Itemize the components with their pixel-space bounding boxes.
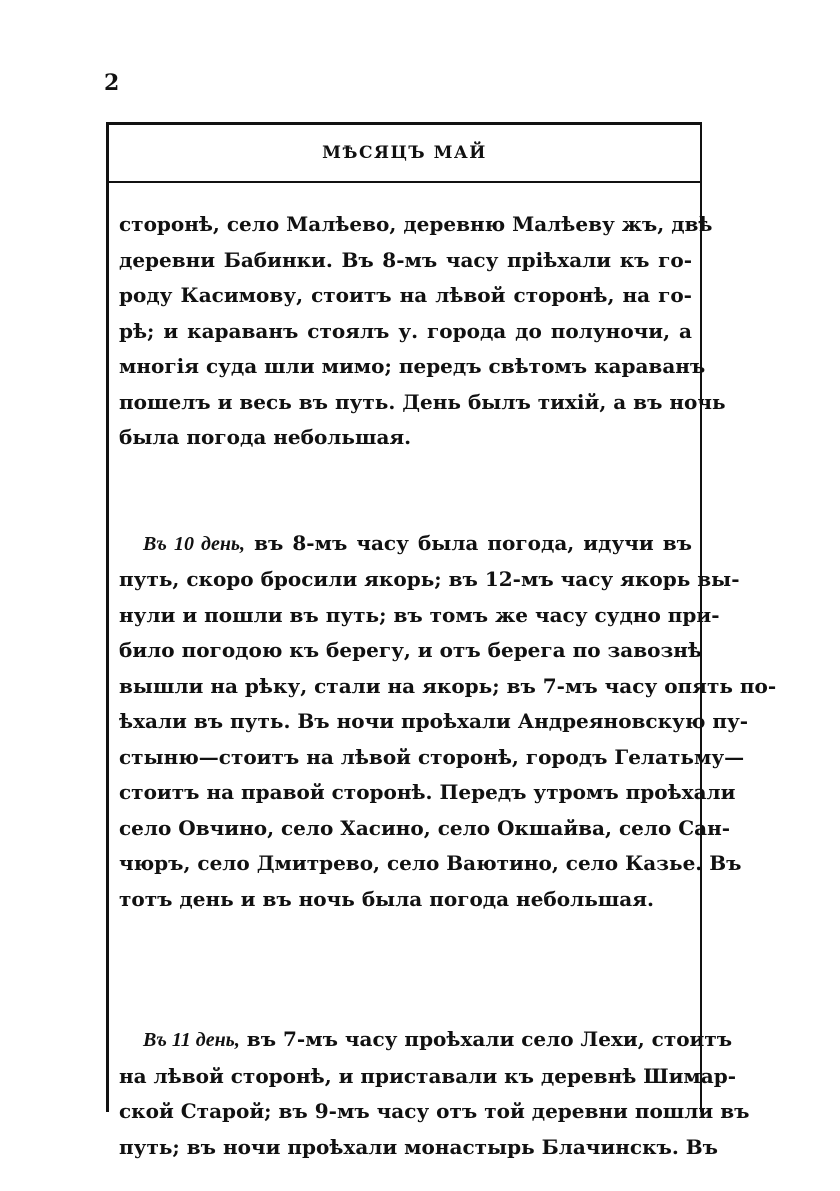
entry-date-lead: Въ 10 день,	[143, 532, 246, 555]
text-line: село Овчино, село Хасино, село Окшайва, село Сан-	[119, 815, 731, 840]
running-header	[109, 125, 700, 183]
paragraph-2	[119, 526, 777, 918]
text-line: сторонѣ, село Малѣево, деревню Малѣеву жъ, двѣ	[119, 212, 713, 236]
text-line: рѣ; и караванъ стоялъ у. города до полуночи, а	[119, 318, 692, 343]
text-line	[119, 526, 692, 563]
text-line: на лѣвой сторонѣ, и приставали къ деревнѣ Шимар-	[119, 1063, 737, 1088]
running-header-title: МѢСЯЦЪ МАЙ	[322, 142, 487, 163]
paragraph-3	[119, 1022, 750, 1165]
text-line: роду Касимову, стоитъ на лѣвой сторонѣ, на го-	[119, 283, 692, 307]
text-line: деревни Бабинки. Въ 8-мъ часу пріѣхали къ го-	[119, 247, 692, 272]
body-text	[119, 207, 777, 1165]
text-line: чюръ, село Дмитрево, село Ваютино, село Казье. Въ	[119, 851, 742, 875]
text-line: стыню—стоитъ на лѣвой сторонѣ, городъ Гелатьму—	[119, 744, 745, 769]
paragraph-1	[119, 207, 726, 456]
text-line: многія суда шли мимо; передъ свѣтомъ караванъ	[119, 354, 706, 378]
text-line: стоитъ на правой сторонѣ. Передъ утромъ проѣхали	[119, 780, 736, 804]
paragraph-gap	[119, 917, 692, 1022]
text-line: ской Старой; въ 9-мъ часу отъ той деревни пошли въ	[119, 1099, 750, 1123]
text-line: било погодою къ берегу, и отъ берега по завознѣ	[119, 638, 702, 662]
entry-date-lead: Въ 11 день,	[143, 1029, 240, 1051]
text-line: путь; въ ночи проѣхали монастырь Блачинскъ. Въ	[119, 1134, 719, 1159]
text-line	[119, 1022, 733, 1059]
text-line-rest: въ 8-мъ часу была погода, идучи въ	[245, 530, 692, 555]
text-line: пошелъ и весь въ путь. День былъ тихій, а въ ночь	[119, 389, 726, 414]
text-line: ѣхали въ путь. Въ ночи проѣхали Андреяновскую пу-	[119, 709, 749, 733]
page-frame	[106, 122, 777, 1159]
text-line: путь, скоро бросили якорь; въ 12-мъ часу якорь вы-	[119, 567, 740, 591]
text-line-rest: въ 7-мъ часу проѣхали село Лехи, стоитъ	[239, 1027, 733, 1051]
paragraph-gap	[119, 456, 692, 526]
text-line: нули и пошли въ путь; въ томъ же часу судно при-	[119, 602, 720, 627]
text-line: тотъ день и въ ночь была погода небольшая.	[119, 886, 654, 911]
text-line: вышли на рѣку, стали на якорь; въ 7-мъ часу опять по-	[119, 673, 777, 698]
page-number: 2	[104, 70, 120, 96]
text-line: была погода небольшая.	[119, 425, 412, 449]
